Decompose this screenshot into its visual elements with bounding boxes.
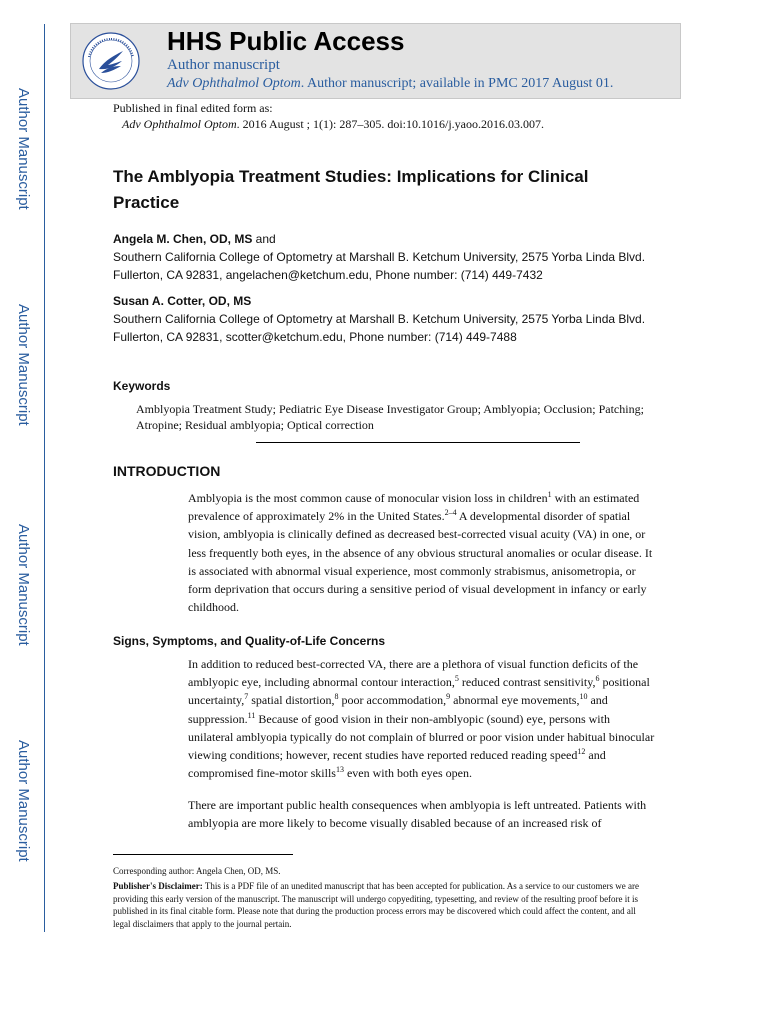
hhs-header (70, 23, 681, 99)
article-title: The Amblyopia Treatment Studies: Implications for Clinical Practice (113, 167, 589, 212)
author-affiliation: Southern California College of Optometry at Marshall B. Ketchum University, 2575 Yorba Linda Blvd. Fullerton, CA 92831, scotter@ketchum.edu, Phone number: (714) 449-7488 (113, 312, 646, 344)
citation: Adv Ophthalmol Optom. 2016 August ; 1(1): 287–305. doi:10.1016/j.yaoo.2016.03.007. (122, 117, 544, 131)
corresponding-author: Corresponding author: Angela Chen, OD, MS. (113, 866, 281, 876)
header-availability: Adv Ophthalmol Optom. Author manuscript; available in PMC 2017 August 01. (167, 76, 614, 91)
keywords-list: Amblyopia Treatment Study; Pediatric Eye Disease Investigator Group; Amblyopia; Occlusion; Patching; Atropine; Residual amblyopia; Optical correction (136, 402, 644, 432)
section-heading-introduction: INTRODUCTION (113, 463, 221, 479)
body-paragraph: There are important public health consequences when amblyopia is left untreated. Patients with amblyopia are more likely to become visually disabled because of an increased risk of (188, 798, 647, 831)
published-label: Published in final edited form as: (113, 101, 273, 115)
author-name: Angela M. Chen, OD, MS and (113, 232, 276, 246)
author-affiliation: Southern California College of Optometry at Marshall B. Ketchum University, 2575 Yorba Linda Blvd. Fullerton, CA 92831, angelachen@ketchum.edu, Phone number: (714) 449-7432 (113, 250, 646, 282)
hhs-seal-icon (81, 31, 141, 91)
margin-rule (44, 24, 45, 932)
header-subtitle: Author manuscript (167, 57, 280, 73)
publisher-disclaimer: Publisher's Disclaimer: This is a PDF file of an unedited manuscript that has been accepted for publication. As a service to our customers we are providing this early version of the manuscript. The manuscript will undergo copyediting, typesetting, and review of the resulting proof before it is published in its final citable form. Please note that during the production process errors may be discovered which could affect the content, and all legal disclaimers that apply to the journal pertain. (113, 881, 639, 929)
author-name: Susan A. Cotter, OD, MS (113, 294, 252, 308)
keywords-heading: Keywords (113, 379, 171, 393)
footnote-divider (113, 854, 293, 855)
intro-paragraph: Amblyopia is the most common cause of monocular vision loss in children$^1$ with an estimated prevalence of approximately 2% in the United States.$^{2-4}$ A developmental disorder of spatial vision, amblyopia is clinically defined as decreased best-corrected visual acuity (VA) in one, or less frequently both eyes, in the absence of any obvious structural anomalies or ocular disease. It is associated with abnormal visual experience, most commonly strabismus, anisometropia, or form deprivation that occurs during a sensitive period of visual development in infancy or early childhood. (188, 490, 653, 615)
subsection-heading: Signs, Symptoms, and Quality-of-Life Concerns (113, 634, 386, 648)
header-title: HHS Public Access (167, 26, 405, 56)
body-paragraph: In addition to reduced best-corrected VA, there are a plethora of visual function deficits of the amblyopic eye, including abnormal contour interaction,$^5$ reduced contrast sensitivity,$^6$ positional uncertainty,$^7$ spatial distortion,$^8$ poor accommodation,$^9$ abnormal eye movements,$^{10}$ and suppression.$^{11}$ Because of good vision in their non-amblyopic (sound) eye, persons with unilateral amblyopia typically do not complain of blurred or poor vision under habitual binocular viewing conditions; however, recent studies have reported reduced reading speed$^{12}$ and compromised fine-motor skills$^{13}$ even with both eyes open. (188, 657, 655, 781)
keywords-divider (256, 442, 580, 443)
